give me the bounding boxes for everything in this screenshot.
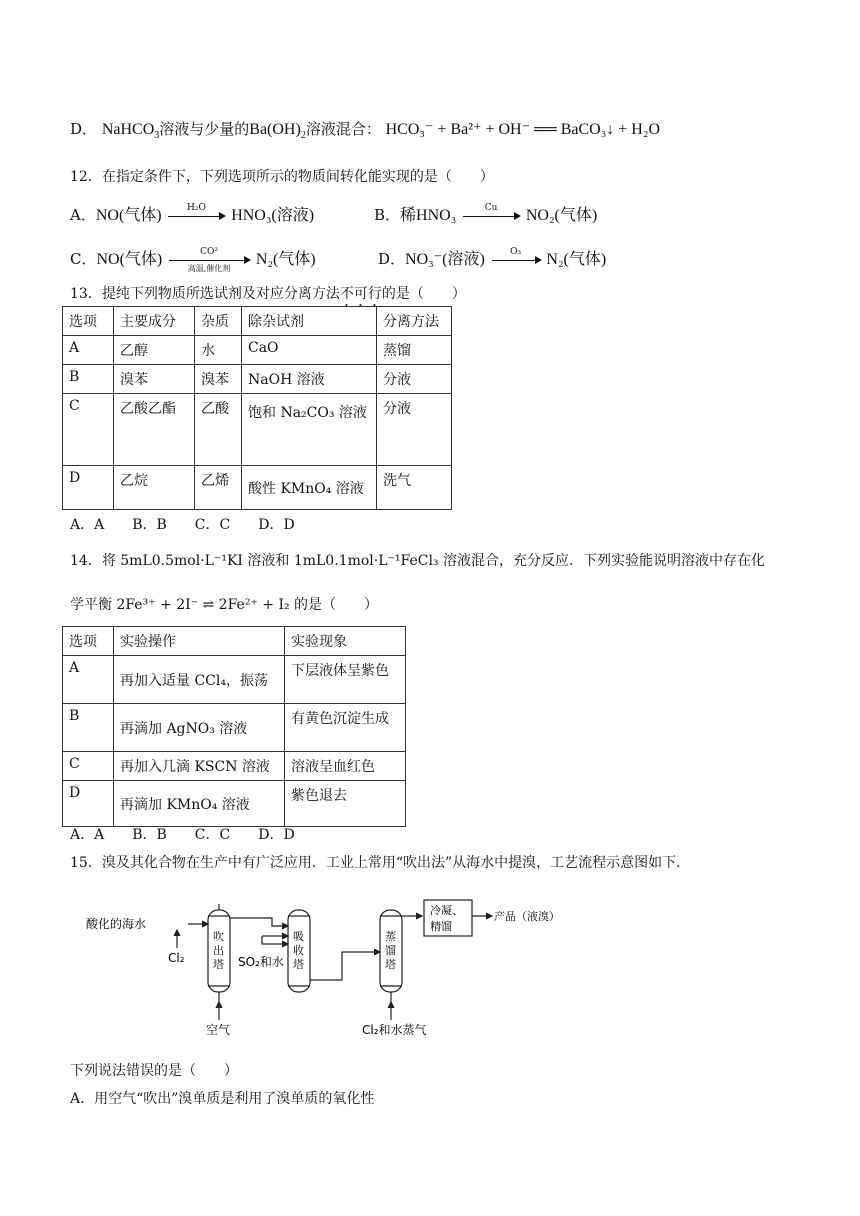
table-row: C 再加入几滴 KSCN 溶液 溶液呈血红色	[63, 752, 406, 781]
diagram-product-label: 产品（液溴）	[494, 910, 560, 923]
diagram-tower3-label: 蒸馏塔	[385, 930, 396, 971]
table-row: B 再滴加 AgNO₃ 溶液 有黄色沉淀生成	[63, 704, 406, 752]
q13-table: 选项 主要成分 杂质 除杂试剂 分离方法 A 乙醇 水 CaO 蒸馏 B 溴苯 溴苯 NaOH 溶液 分液 C 乙酸乙酯 乙酸 饱和 Na₂CO₃ 溶液 分液 D 乙烷 乙烯 酸性 KMnO₄ 溶液 洗气	[62, 306, 452, 510]
diagram-air-label: 空气	[206, 1023, 231, 1037]
table-row: A 乙醇 水 CaO 蒸馏	[63, 336, 452, 365]
diagram-tower2-label: 吸收塔	[293, 930, 304, 971]
diagram-input-label: 酸化的海水	[86, 917, 147, 931]
q12-option-b: B．稀HNO₃ Cu NO₂(气体)	[374, 202, 598, 224]
q12-option-c: C．NO(气体) CO² 高温,催化剂 N₂(气体)	[70, 246, 316, 273]
q13-options: A．A B．B C．C D．D	[70, 517, 295, 533]
table-row: B 溴苯 溴苯 NaOH 溶液 分液	[63, 365, 452, 394]
diagram-so2-label: SO₂和水	[238, 955, 284, 969]
q11-d-equation: HCO₃⁻ + Ba²⁺ + OH⁻ ══ BaCO₃↓ + H₂O	[385, 121, 660, 138]
diagram-box-line2: 精馏	[430, 920, 452, 933]
q15-stem: 15．溴及其化合物在生产中有广泛应用．工业上常用“吹出法”从海水中提溴，工艺流程示意图如下．	[70, 855, 691, 871]
q14-table: 选项 实验操作 实验现象 A 再加入适量 CCl₄，振荡 下层液体呈紫色 B 再滴加 AgNO₃ 溶液 有黄色沉淀生成 C 再加入几滴 KSCN 溶液 溶液呈血红色 D 再滴加 KMnO₄ 溶液 紫色退去	[62, 626, 406, 827]
q14-options: A．A B．B C．C D．D	[70, 827, 295, 843]
diagram-tower1-label: 吹出塔	[213, 930, 224, 971]
table-row: A 再加入适量 CCl₄，振荡 下层液体呈紫色	[63, 656, 406, 704]
diagram-box-line1: 冷凝、	[430, 904, 463, 917]
q12-option-d: D．NO₃⁻(溶液) O₃ N₂(气体)	[378, 246, 607, 268]
bromine-process-diagram	[80, 890, 580, 1040]
table-row: C 乙酸乙酯 乙酸 饱和 Na₂CO₃ 溶液 分液	[63, 394, 452, 466]
q14-stem-2: 学平衡 2Fe³⁺ + 2I⁻ ⇌ 2Fe²⁺ + I₂ 的是（ ）	[70, 597, 379, 613]
q11-option-d: D． NaHCO$_3$溶液与少量的$Ba(OH)_2$溶液混合： HCO₃⁻ + Ba²⁺ + OH⁻ ══ BaCO₃↓ + H₂O	[70, 120, 660, 142]
q15-question: 下列说法错误的是（ ）	[70, 1063, 238, 1079]
q12-stem: 12．在指定条件下，下列选项所示的物质间转化能实现的是（ ）	[70, 169, 494, 185]
diagram-steam-label: Cl₂和水蒸气	[362, 1023, 427, 1037]
q14-stem-1: 14．将 5mL0.5mol·L⁻¹KI 溶液和 1mL0.1mol·L⁻¹FeCl₃ 溶液混合，充分反应．下列实验能说明溶液中存在化	[70, 553, 765, 569]
q15-option-a: A．用空气“吹出”溴单质是利用了溴单质的氧化性	[70, 1091, 375, 1107]
diagram-cl2-label: Cl₂	[168, 951, 185, 965]
q13-stem: 13．提纯下列物质所选试剂及对应分离方法不可行的是（ ）	[70, 286, 466, 302]
table-row: D 再滴加 KMnO₄ 溶液 紫色退去	[63, 781, 406, 827]
table-row: D 乙烷 乙烯 酸性 KMnO₄ 溶液 洗气	[63, 466, 452, 510]
q12-option-a: A．NO(气体) H₂O HNO₃(溶液)	[70, 202, 315, 224]
